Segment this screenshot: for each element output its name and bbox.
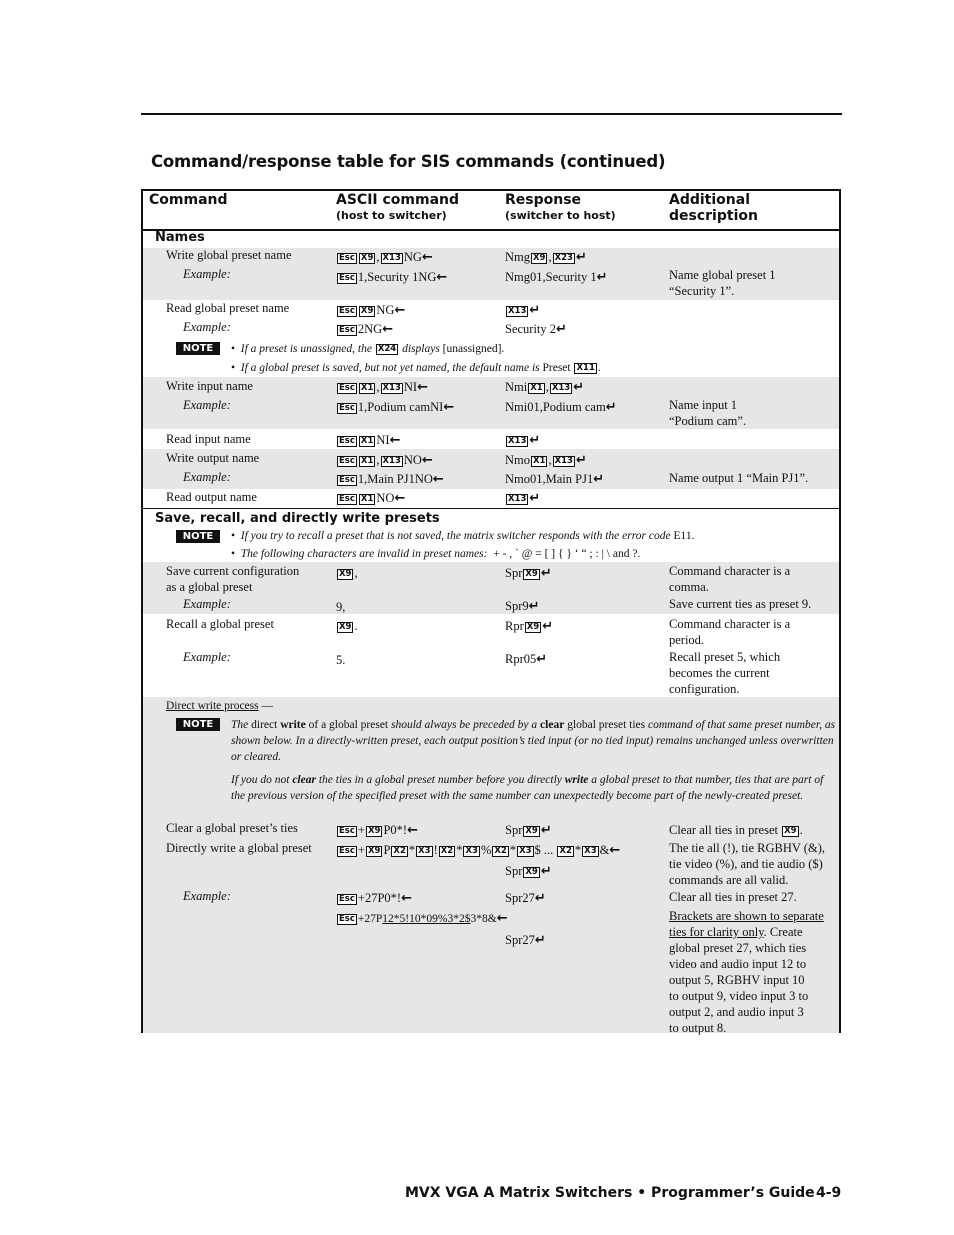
ascii-read-input-name bbox=[336, 433, 400, 448]
return-icon: ↵ bbox=[540, 823, 552, 838]
bang-text: ! bbox=[433, 843, 438, 857]
note-text: If a global preset is saved, but not yet named, the default name is bbox=[240, 362, 540, 374]
cmd-read-output-name: Read output name bbox=[166, 490, 257, 504]
return-icon: ↵ bbox=[529, 433, 541, 448]
cmd-save-preset-2: as a global preset bbox=[166, 580, 253, 594]
arrow-icon: ← bbox=[432, 472, 444, 487]
return-icon: ↵ bbox=[534, 891, 546, 906]
x13-key: X13 bbox=[382, 383, 401, 393]
header-desc-2: description bbox=[669, 208, 758, 224]
note-text: [unassigned]. bbox=[442, 343, 505, 355]
note-badge: NOTE bbox=[176, 718, 220, 731]
ascii-example-text: 3*8& bbox=[470, 913, 497, 925]
esc-key: Esc bbox=[339, 494, 355, 504]
x9-key: X9 bbox=[525, 826, 538, 836]
resp-example bbox=[505, 652, 547, 667]
esc-key: Esc bbox=[339, 325, 355, 335]
para-text: If you do not bbox=[231, 774, 290, 786]
esc-key: Esc bbox=[339, 436, 355, 446]
desc-text: Clear all ties in preset bbox=[669, 823, 778, 837]
desc-line: to output 9, video input 3 to bbox=[669, 989, 809, 1003]
x24-key: X24 bbox=[377, 344, 397, 354]
return-icon: ↵ bbox=[575, 250, 587, 265]
ascii-example bbox=[336, 891, 412, 906]
note-line bbox=[231, 547, 640, 562]
resp-prefix: Spr bbox=[505, 823, 523, 837]
x2-key: X2 bbox=[440, 846, 454, 856]
section-presets: Save, recall, and directly write presets bbox=[155, 511, 440, 526]
dash: — bbox=[261, 700, 273, 712]
esc-key: Esc bbox=[339, 273, 355, 283]
star-text: * bbox=[456, 843, 463, 857]
return-icon: ↵ bbox=[529, 491, 541, 506]
esc-key: Esc bbox=[339, 456, 355, 466]
para-text: a global preset to that number, ties that are part of the previous version of the specified preset with the same number can unexpectedly become part of the newly-created preset. bbox=[231, 774, 824, 802]
ascii-example-text: +27P0*! bbox=[357, 891, 402, 905]
cmd-write-output-name: Write output name bbox=[166, 451, 260, 465]
desc-line: global preset 27, which ties bbox=[669, 941, 807, 955]
ascii-example: 9, bbox=[336, 600, 346, 614]
x13-key: X13 bbox=[382, 253, 401, 263]
desc-text: . bbox=[799, 823, 803, 837]
desc-line: output 2, and audio input 3 bbox=[669, 1005, 804, 1019]
cmd-write-input-name: Write input name bbox=[166, 379, 253, 393]
x9-key: X9 bbox=[339, 622, 352, 632]
x1-key: X1 bbox=[360, 494, 374, 504]
star-text: * bbox=[408, 843, 416, 857]
page-title: Command/response table for SIS commands (continued) bbox=[151, 152, 666, 171]
ascii-example bbox=[336, 322, 393, 337]
desc-line: commands are all valid. bbox=[669, 873, 789, 887]
x1-key: X1 bbox=[360, 383, 374, 393]
return-icon: ↵ bbox=[536, 652, 548, 667]
desc-line: period. bbox=[669, 633, 705, 647]
desc-text: Brackets are shown to separate bbox=[669, 909, 824, 923]
resp-prefix: Spr bbox=[505, 566, 523, 580]
x9-key: X9 bbox=[525, 569, 538, 579]
esc-key: Esc bbox=[339, 846, 355, 856]
x9-key: X9 bbox=[339, 569, 352, 579]
resp-read-global-preset-name bbox=[505, 303, 540, 318]
desc-line: configuration. bbox=[669, 682, 740, 696]
return-icon: ↵ bbox=[575, 453, 587, 468]
arrow-icon: ← bbox=[401, 891, 412, 906]
arrow-icon: ← bbox=[394, 491, 406, 506]
example-label: Example: bbox=[183, 650, 231, 664]
desc-text: . Create bbox=[763, 925, 803, 939]
x3-key: X3 bbox=[418, 846, 431, 856]
resp-example-text: Nmo01,Main PJ1 bbox=[505, 472, 594, 486]
ascii-example bbox=[336, 400, 454, 415]
ascii-example bbox=[336, 270, 447, 285]
note-line: • If a global preset is saved, but not yet named, the default name is Preset X11 . bbox=[231, 362, 601, 374]
arrow-icon: ← bbox=[382, 322, 394, 337]
ascii-example-text: 2NG bbox=[357, 322, 383, 336]
example-label: Example: bbox=[183, 398, 231, 412]
return-icon: ↵ bbox=[542, 619, 554, 634]
return-icon: ↵ bbox=[540, 864, 552, 879]
bullet: • bbox=[231, 530, 236, 542]
x13-key: X13 bbox=[508, 306, 527, 316]
resp-prefix: Nmi bbox=[505, 380, 528, 394]
x9-key: X9 bbox=[360, 253, 374, 263]
para-text: write bbox=[564, 774, 589, 786]
resp-direct-write-preset bbox=[505, 864, 552, 879]
note-text: + - , ` @ = [ ] { } ‘ “ ; : | \ bbox=[493, 548, 610, 560]
x13-key: X13 bbox=[554, 456, 573, 466]
arrow-icon: ← bbox=[394, 303, 406, 318]
command-table bbox=[141, 189, 841, 1033]
cmd-recall-preset: Recall a global preset bbox=[166, 617, 274, 631]
resp-save-preset bbox=[505, 566, 552, 581]
header-desc-1: Additional bbox=[669, 192, 750, 208]
amp-text: & bbox=[599, 843, 610, 857]
resp-example bbox=[505, 400, 617, 415]
desc-line: to output 8. bbox=[669, 1021, 727, 1035]
ascii-example-text: 1,Main PJ1NO bbox=[357, 472, 433, 486]
resp-example bbox=[505, 472, 604, 487]
ni-text: NI bbox=[376, 433, 390, 447]
desc-line bbox=[669, 909, 824, 924]
resp-example-text: Spr9 bbox=[505, 599, 529, 613]
example-label: Example: bbox=[183, 267, 231, 281]
para-text: direct bbox=[251, 719, 278, 731]
x13-key: X13 bbox=[508, 436, 527, 446]
desc-text: ties for clarity only bbox=[669, 925, 764, 939]
ascii-example-text: 10*09% bbox=[409, 913, 448, 925]
return-icon: ↵ bbox=[529, 303, 541, 318]
x23-key: X23 bbox=[554, 253, 573, 263]
desc-line: Recall preset 5, which bbox=[669, 650, 781, 664]
para-text: clear bbox=[292, 774, 316, 786]
desc-line: video and audio input 12 to bbox=[669, 957, 807, 971]
ascii-example-text: 1,Security 1NG bbox=[357, 270, 437, 284]
cmd-clear-preset-ties: Clear a global preset’s ties bbox=[166, 821, 298, 835]
example-label: Example: bbox=[183, 889, 231, 903]
ascii-write-input-name: Esc X1 , X13 NI← bbox=[339, 380, 428, 395]
direct-write-heading-text: Direct write process bbox=[166, 700, 259, 712]
p0-text: P0*! bbox=[383, 823, 408, 837]
x9-key: X9 bbox=[525, 867, 538, 877]
note-text: displays bbox=[402, 343, 440, 355]
note-text: If you try to recall a preset that is not saved, the matrix switcher responds with the error code bbox=[240, 530, 671, 542]
x13-key: X13 bbox=[551, 383, 571, 393]
header-ascii: ASCII command bbox=[336, 192, 460, 208]
return-icon: ↵ bbox=[593, 472, 605, 487]
example-label: Example: bbox=[183, 320, 231, 334]
desc-line: Command character is a bbox=[669, 617, 791, 631]
ascii-example bbox=[336, 472, 444, 487]
para-text: should always be preceded by a bbox=[391, 719, 538, 731]
esc-key: Esc bbox=[339, 253, 355, 263]
resp-write-input-name: Nmi X1 , X13 ↵ bbox=[505, 380, 585, 395]
footer-page-number: 4-9 bbox=[816, 1185, 842, 1201]
ascii-write-global-preset-name: Esc X9 , X13 NG← bbox=[339, 250, 433, 265]
return-icon: ↵ bbox=[528, 599, 540, 614]
return-icon: ↵ bbox=[540, 566, 552, 581]
table-header bbox=[143, 191, 839, 231]
resp-example bbox=[505, 891, 546, 906]
ascii-example-text: 3*2$ bbox=[447, 913, 471, 925]
desc-line bbox=[669, 925, 803, 940]
resp-example-2 bbox=[505, 933, 546, 948]
resp-example-text: Spr27 bbox=[505, 891, 535, 905]
ascii-example-text: 1,Podium camNI bbox=[357, 400, 444, 414]
desc-line: comma. bbox=[669, 580, 709, 594]
direct-note-paragraph-2 bbox=[231, 772, 836, 804]
resp-example-text: Spr27 bbox=[505, 933, 535, 947]
note-text: E11. bbox=[673, 530, 695, 542]
arrow-icon: ← bbox=[421, 453, 433, 468]
esc-key: Esc bbox=[339, 475, 355, 485]
note-badge: NOTE bbox=[176, 530, 220, 543]
return-icon: ↵ bbox=[596, 270, 608, 285]
return-icon: ↵ bbox=[573, 380, 585, 395]
resp-recall-preset bbox=[505, 619, 553, 634]
x2-key: X2 bbox=[559, 846, 572, 856]
comma-text: , bbox=[354, 566, 358, 580]
header-command: Command bbox=[149, 192, 228, 208]
resp-example-text: Rpr05 bbox=[505, 652, 537, 666]
x1-key: X1 bbox=[533, 456, 546, 466]
note-text: and ?. bbox=[612, 548, 641, 560]
ascii-clear-preset-ties bbox=[336, 823, 418, 838]
ng-text: NG bbox=[403, 250, 422, 264]
x9-key: X9 bbox=[367, 846, 381, 856]
desc-line: Save current ties as preset 9. bbox=[669, 597, 812, 611]
ascii-recall-preset bbox=[336, 619, 358, 634]
resp-example-text: Nmi01,Podium cam bbox=[505, 400, 606, 414]
para-text: write bbox=[280, 719, 306, 731]
star-text: * bbox=[574, 843, 582, 857]
cmd-read-input-name: Read input name bbox=[166, 432, 251, 446]
x3-key: X3 bbox=[519, 846, 532, 856]
esc-key: Esc bbox=[339, 914, 355, 924]
para-text: of a global preset bbox=[308, 719, 389, 731]
desc-line: Name global preset 1 bbox=[669, 268, 776, 282]
header-ascii-sub: (host to switcher) bbox=[336, 209, 447, 222]
para-text: command of that same preset number, as shown below. In a directly-written preset, each output position’s tied input (or no tied input) remains unchanged unless overwritten or cleared. bbox=[231, 719, 836, 763]
ascii-save-preset bbox=[336, 566, 358, 581]
esc-key: Esc bbox=[339, 383, 355, 393]
para-text: The bbox=[231, 719, 249, 731]
top-rule bbox=[141, 113, 842, 115]
ng-text: NG bbox=[376, 303, 395, 317]
plus-text: + bbox=[357, 843, 365, 857]
arrow-icon: ← bbox=[417, 380, 428, 395]
desc-line: Command character is a bbox=[669, 564, 791, 578]
esc-key: Esc bbox=[339, 826, 355, 836]
desc-line: “Security 1”. bbox=[669, 284, 735, 298]
note-line bbox=[231, 342, 504, 357]
resp-prefix: Nmg bbox=[505, 250, 530, 264]
ascii-example: 5. bbox=[336, 653, 346, 667]
resp-write-global-preset-name: Nmg X9 , X23 ↵ bbox=[505, 250, 587, 265]
x9-key: X9 bbox=[367, 826, 381, 836]
ni-text: NI bbox=[403, 380, 418, 394]
arrow-icon: ← bbox=[443, 400, 455, 415]
note-badge: NOTE bbox=[176, 342, 220, 355]
esc-key: Esc bbox=[339, 403, 355, 413]
cmd-read-global-preset-name: Read global preset name bbox=[166, 301, 290, 315]
example-label: Example: bbox=[183, 597, 231, 611]
resp-write-output-name: Nmo X1 , X13 ↵ bbox=[505, 453, 587, 468]
resp-prefix: Rpr bbox=[505, 619, 524, 633]
desc-line: Clear all ties in preset 27. bbox=[669, 890, 797, 904]
resp-prefix: Nmo bbox=[505, 453, 530, 467]
arrow-icon: ← bbox=[407, 823, 418, 838]
ascii-read-output-name bbox=[336, 491, 405, 506]
ascii-example-text: +27P bbox=[357, 913, 383, 925]
arrow-icon: ← bbox=[389, 433, 401, 448]
dollar-text: $ ... bbox=[534, 843, 554, 857]
section-names: Names bbox=[155, 230, 205, 245]
x9-key: X9 bbox=[533, 253, 546, 263]
resp-example bbox=[505, 322, 567, 337]
return-icon: ↵ bbox=[534, 933, 546, 948]
resp-prefix: Spr bbox=[505, 864, 523, 878]
resp-read-input-name bbox=[505, 433, 540, 448]
resp-clear-preset-ties bbox=[505, 823, 552, 838]
resp-read-output-name bbox=[505, 491, 540, 506]
desc-line: output 5, RGBHV input 10 bbox=[669, 973, 805, 987]
cmd-save-preset: Save current configuration bbox=[166, 564, 300, 578]
header-response-sub: (switcher to host) bbox=[505, 209, 616, 222]
x3-key: X3 bbox=[584, 846, 597, 856]
x9-key: X9 bbox=[784, 826, 797, 836]
example-label: Example: bbox=[183, 470, 231, 484]
return-icon: ↵ bbox=[605, 400, 617, 415]
return-icon: ↵ bbox=[556, 322, 567, 337]
plus-text: + bbox=[357, 823, 365, 837]
desc-line: “Podium cam”. bbox=[669, 414, 747, 428]
header-response: Response bbox=[505, 192, 582, 208]
direct-write-heading bbox=[166, 699, 273, 714]
note-text: The following characters are invalid in preset names: bbox=[240, 548, 488, 560]
x9-key: X9 bbox=[526, 622, 540, 632]
para-text: global preset ties bbox=[567, 719, 646, 731]
no-text: NO bbox=[376, 491, 395, 505]
x13-key: X13 bbox=[508, 494, 527, 504]
p-text: P bbox=[383, 843, 391, 857]
resp-example bbox=[505, 599, 540, 614]
section-divider bbox=[143, 508, 839, 509]
bullet: • bbox=[231, 362, 236, 374]
x1-key: X1 bbox=[360, 436, 374, 446]
x11-key: X11 bbox=[576, 363, 595, 373]
desc-line bbox=[669, 823, 803, 838]
footer-guide-title: MVX VGA A Matrix Switchers • Programmer’s Guide bbox=[405, 1185, 815, 1201]
arrow-icon: ← bbox=[436, 270, 448, 285]
note-text: If a preset is unassigned, the bbox=[240, 343, 372, 355]
x3-key: X3 bbox=[465, 846, 478, 856]
ascii-direct-write-preset bbox=[336, 843, 620, 858]
x9-key: X9 bbox=[360, 306, 374, 316]
pct-text: % bbox=[480, 843, 492, 857]
star-text: * bbox=[509, 843, 517, 857]
desc-line: Name input 1 bbox=[669, 398, 738, 412]
ascii-example-text: 12*5! bbox=[382, 913, 410, 925]
desc-line: Name output 1 “Main PJ1”. bbox=[669, 471, 809, 485]
bullet: • bbox=[231, 548, 236, 560]
desc-line: tie video (%), and tie audio ($) bbox=[669, 857, 823, 871]
period-text: . bbox=[354, 619, 358, 633]
arrow-icon: ← bbox=[421, 250, 433, 265]
x2-key: X2 bbox=[393, 846, 406, 856]
resp-example-text: Nmg01,Security 1 bbox=[505, 270, 597, 284]
note-text: Preset bbox=[542, 362, 571, 374]
direct-note-paragraph-1 bbox=[231, 717, 836, 765]
para-text: clear bbox=[540, 719, 565, 731]
note-line bbox=[231, 529, 694, 544]
ascii-example-2 bbox=[336, 911, 508, 927]
resp-example-text: Security 2 bbox=[505, 322, 557, 336]
cmd-direct-write-preset: Directly write a global preset bbox=[166, 841, 312, 855]
ascii-read-global-preset-name bbox=[336, 303, 405, 318]
desc-line: becomes the current bbox=[669, 666, 770, 680]
no-text: NO bbox=[403, 453, 422, 467]
bullet: • bbox=[231, 343, 236, 355]
para-text: the ties in a global preset number before you directly bbox=[318, 774, 562, 786]
x1-key: X1 bbox=[530, 383, 543, 393]
arrow-icon: ← bbox=[496, 911, 508, 926]
x13-key: X13 bbox=[382, 456, 401, 466]
arrow-icon: ← bbox=[609, 843, 621, 858]
x1-key: X1 bbox=[360, 456, 374, 466]
resp-example bbox=[505, 270, 608, 285]
ascii-write-output-name: Esc X1 , X13 NO← bbox=[339, 453, 433, 468]
desc-line: The tie all (!), tie RGBHV (&), bbox=[669, 841, 825, 855]
x2-key: X2 bbox=[494, 846, 507, 856]
cmd-write-global-preset-name: Write global preset name bbox=[166, 248, 292, 262]
esc-key: Esc bbox=[339, 894, 355, 904]
esc-key: Esc bbox=[339, 306, 355, 316]
